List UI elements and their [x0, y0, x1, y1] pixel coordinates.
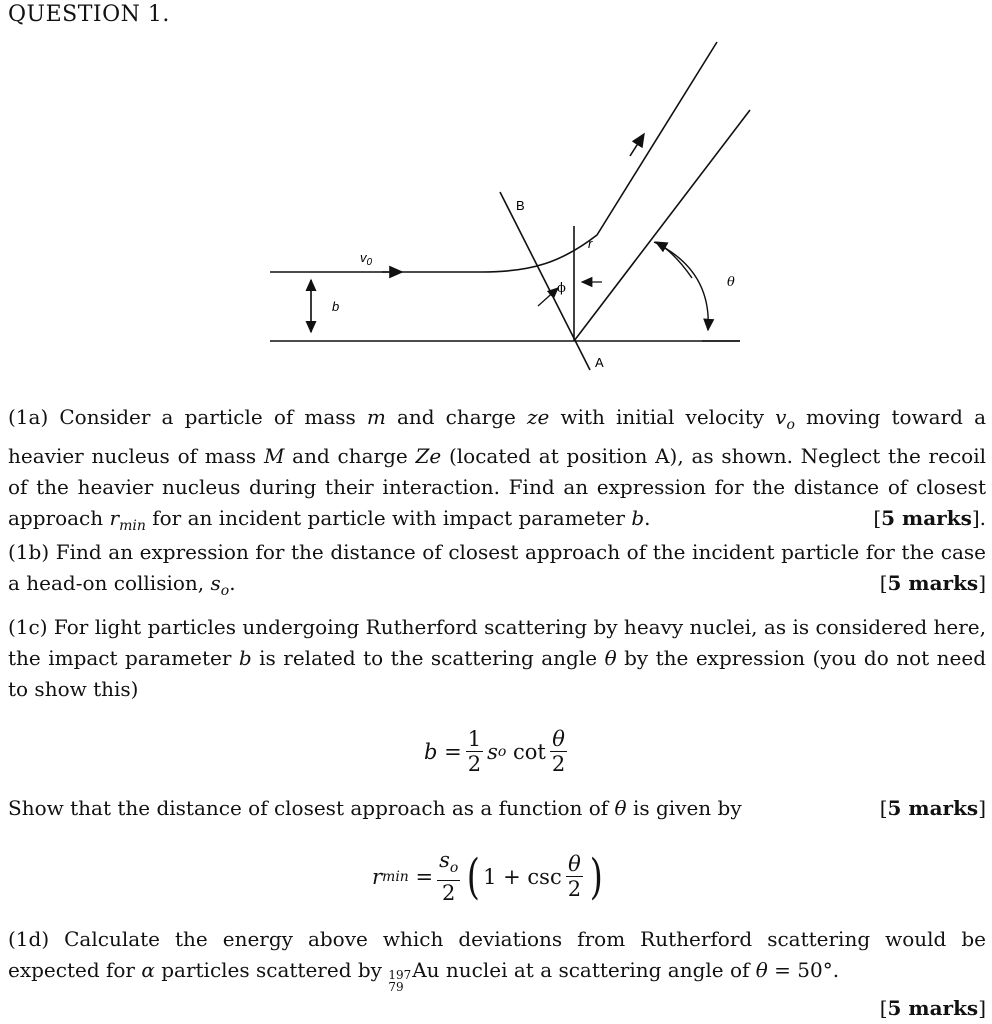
marks-1c: [5 marks]: [879, 796, 986, 820]
label-A: A: [595, 355, 604, 370]
marks-1b: [5 marks]: [879, 571, 986, 595]
theta-arc: [654, 242, 708, 330]
equation-rmin: r min = $\frac{s_o}{2}$ ( 1 + csc $\frac{\theta}{2}$ ): [372, 848, 604, 905]
equation-impact-parameter: b = $\frac{1}{2}$ s o cot $\frac{\theta}{2}$: [424, 727, 566, 776]
apse-line: [500, 192, 590, 370]
show-statement: Show that the distance of closest approach as a function of θ is given by [5 marks]: [8, 793, 986, 824]
outgoing-arrow: [630, 134, 644, 156]
label-theta: θ: [727, 275, 735, 290]
marks-1d: [5 marks]: [879, 996, 986, 1020]
label-B: B: [516, 198, 525, 213]
label-r: r: [588, 236, 593, 251]
scattering-diagram: [262, 30, 762, 390]
label-b: b: [332, 299, 340, 314]
question-1c: (1c) For light particles undergoing Rutherford scattering by heavy nuclei, as is considered here, the impact parameter b is related to the scattering angle θ by the expression (you do not need to show this): [8, 615, 986, 701]
label-phi: ϕ: [557, 281, 566, 296]
isotope-notation: 197 79: [388, 968, 412, 994]
label-velocity: $v_0$: [360, 250, 373, 268]
trajectory-path: [270, 42, 717, 272]
theta-arc-start: [656, 242, 692, 278]
marks-1a: [5 marks].: [873, 506, 986, 530]
phi-arrow-left: [538, 288, 558, 306]
page-heading: QUESTION 1.: [8, 2, 170, 27]
asymptote-line: [574, 110, 750, 341]
question-1b: (1b) Find an expression for the distance of closest approach of the incident particle for the case a head-on collision, $s_o$. [5 marks]: [8, 540, 986, 599]
question-1d: (1d) Calculate the energy above which deviations from Rutherford scattering would be expected for α particles scattered by 197 79 Au nuclei at a scattering angle of θ = 50°. [5 marks]: [8, 924, 986, 1024]
question-1a: (1a) Consider a particle of mass m and charge ze with initial velocity $v_o$ moving toward a heavier nucleus of mass M and charge Ze (located at position A), as shown. Neglect the recoil of the heavier nucleus during their interaction. Find an expression for the distance of closest approach $r_{min}$ for an incident particle with impact parameter b. [5 marks].: [8, 405, 986, 534]
